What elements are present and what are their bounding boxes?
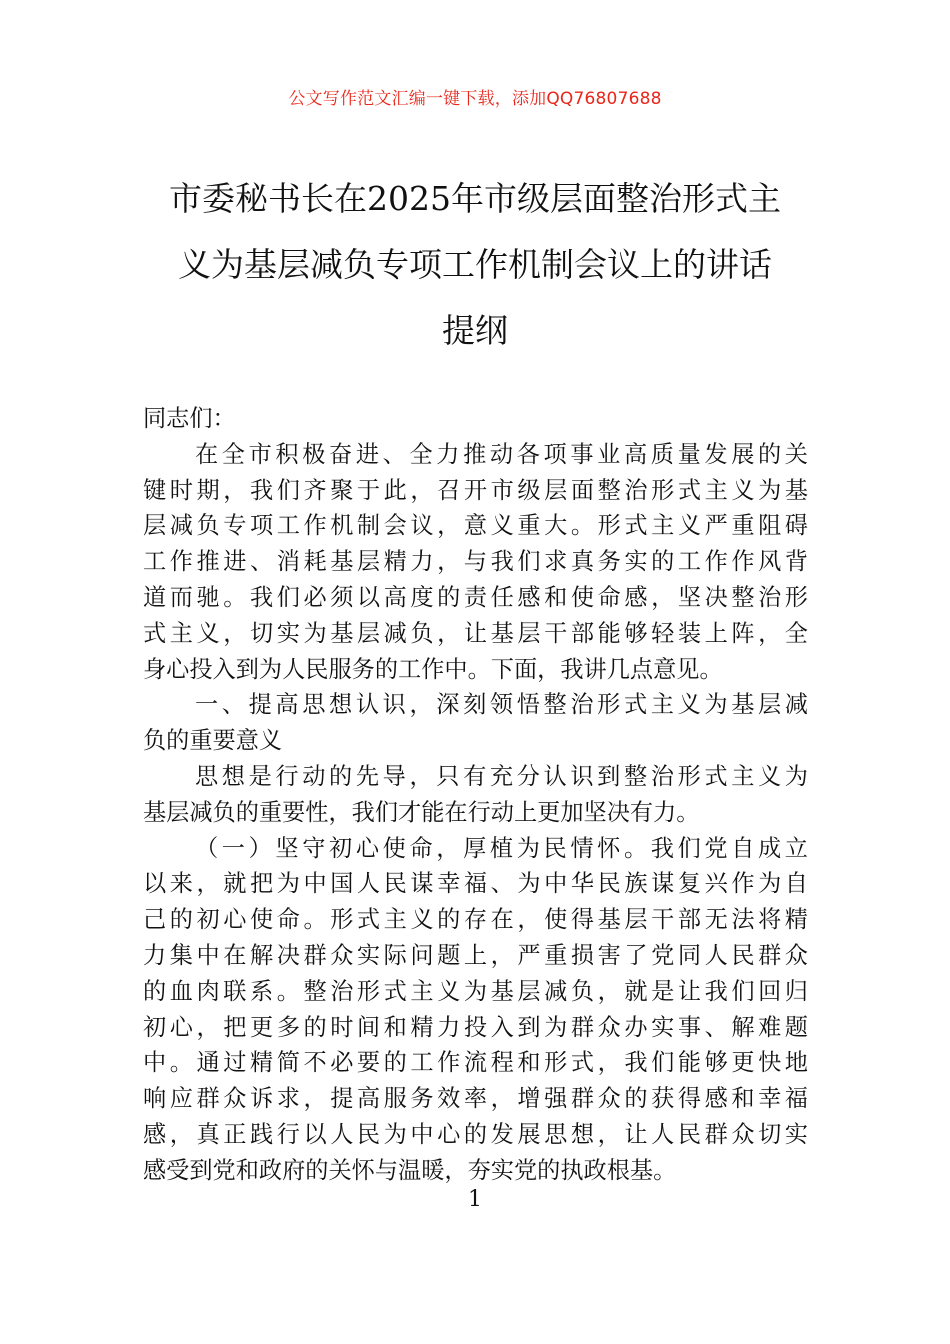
document-body [143, 401, 808, 1189]
paragraph-line: 道而驰。我们必须以高度的责任感和使命感，坚决整治形 [143, 583, 808, 611]
paragraph-line: 感受到党和政府的关怀与温暖，夯实党的执政根基。 [143, 1156, 677, 1184]
section-heading-line: 一、提高思想认识，深刻领悟整治形式主义为基层减 [195, 691, 808, 719]
document-title [140, 166, 810, 364]
paragraph-line: 感，真正践行以人民为中心的发展思想，让人民群众切实 [143, 1120, 808, 1148]
paragraph-line: 中。通过精简不必要的工作流程和形式，我们能够更快地 [143, 1049, 808, 1077]
paragraph-line: 层减负专项工作机制会议，意义重大。形式主义严重阻碍 [143, 512, 808, 540]
paragraph-line: （一）坚守初心使命，厚植为民情怀。我们党自成立 [195, 834, 808, 862]
paragraph-line: 基层减负的重要性，我们才能在行动上更加坚决有力。 [143, 798, 700, 826]
paragraph-line: 式主义，切实为基层减负，让基层干部能够轻装上阵，全 [143, 619, 808, 647]
title-line: 市委秘书长在2025年市级层面整治形式主 [169, 179, 781, 218]
download-watermark: 公文写作范文汇编一键下载，添加QQ76807688 [288, 89, 662, 109]
page-number: 1 [468, 1187, 482, 1212]
paragraph-line: 的血肉联系。整治形式主义为基层减负，就是让我们回归 [143, 977, 808, 1005]
paragraph-line: 键时期，我们齐聚于此，召开市级层面整治形式主义为基 [143, 476, 808, 504]
paragraph-line: 思想是行动的先导，只有充分认识到整治形式主义为 [195, 762, 808, 790]
title-line: 提纲 [442, 311, 508, 350]
salutation: 同志们： [143, 405, 236, 432]
paragraph-line: 力集中在解决群众实际问题上，严重损害了党同人民群众 [143, 941, 808, 969]
paragraph-line: 响应群众诉求，提高服务效率，增强群众的获得感和幸福 [143, 1085, 808, 1113]
paragraph-line: 以来，就把为中国人民谋幸福、为中华民族谋复兴作为自 [143, 870, 808, 898]
paragraph-line: 身心投入到为人民服务的工作中。下面，我讲几点意见。 [143, 655, 723, 683]
paragraph-line: 初心，把更多的时间和精力投入到为群众办实事、解难题 [143, 1013, 808, 1041]
paragraph-line: 己的初心使命。形式主义的存在，使得基层干部无法将精 [143, 906, 808, 934]
title-line: 义为基层减负专项工作机制会议上的讲话 [178, 245, 772, 284]
paragraph-line: 工作推进、消耗基层精力，与我们求真务实的工作作风背 [143, 548, 808, 576]
section-heading-line: 负的重要意义 [143, 727, 283, 755]
paragraph-line: 在全市积极奋进、全力推动各项事业高质量发展的关 [195, 440, 808, 468]
